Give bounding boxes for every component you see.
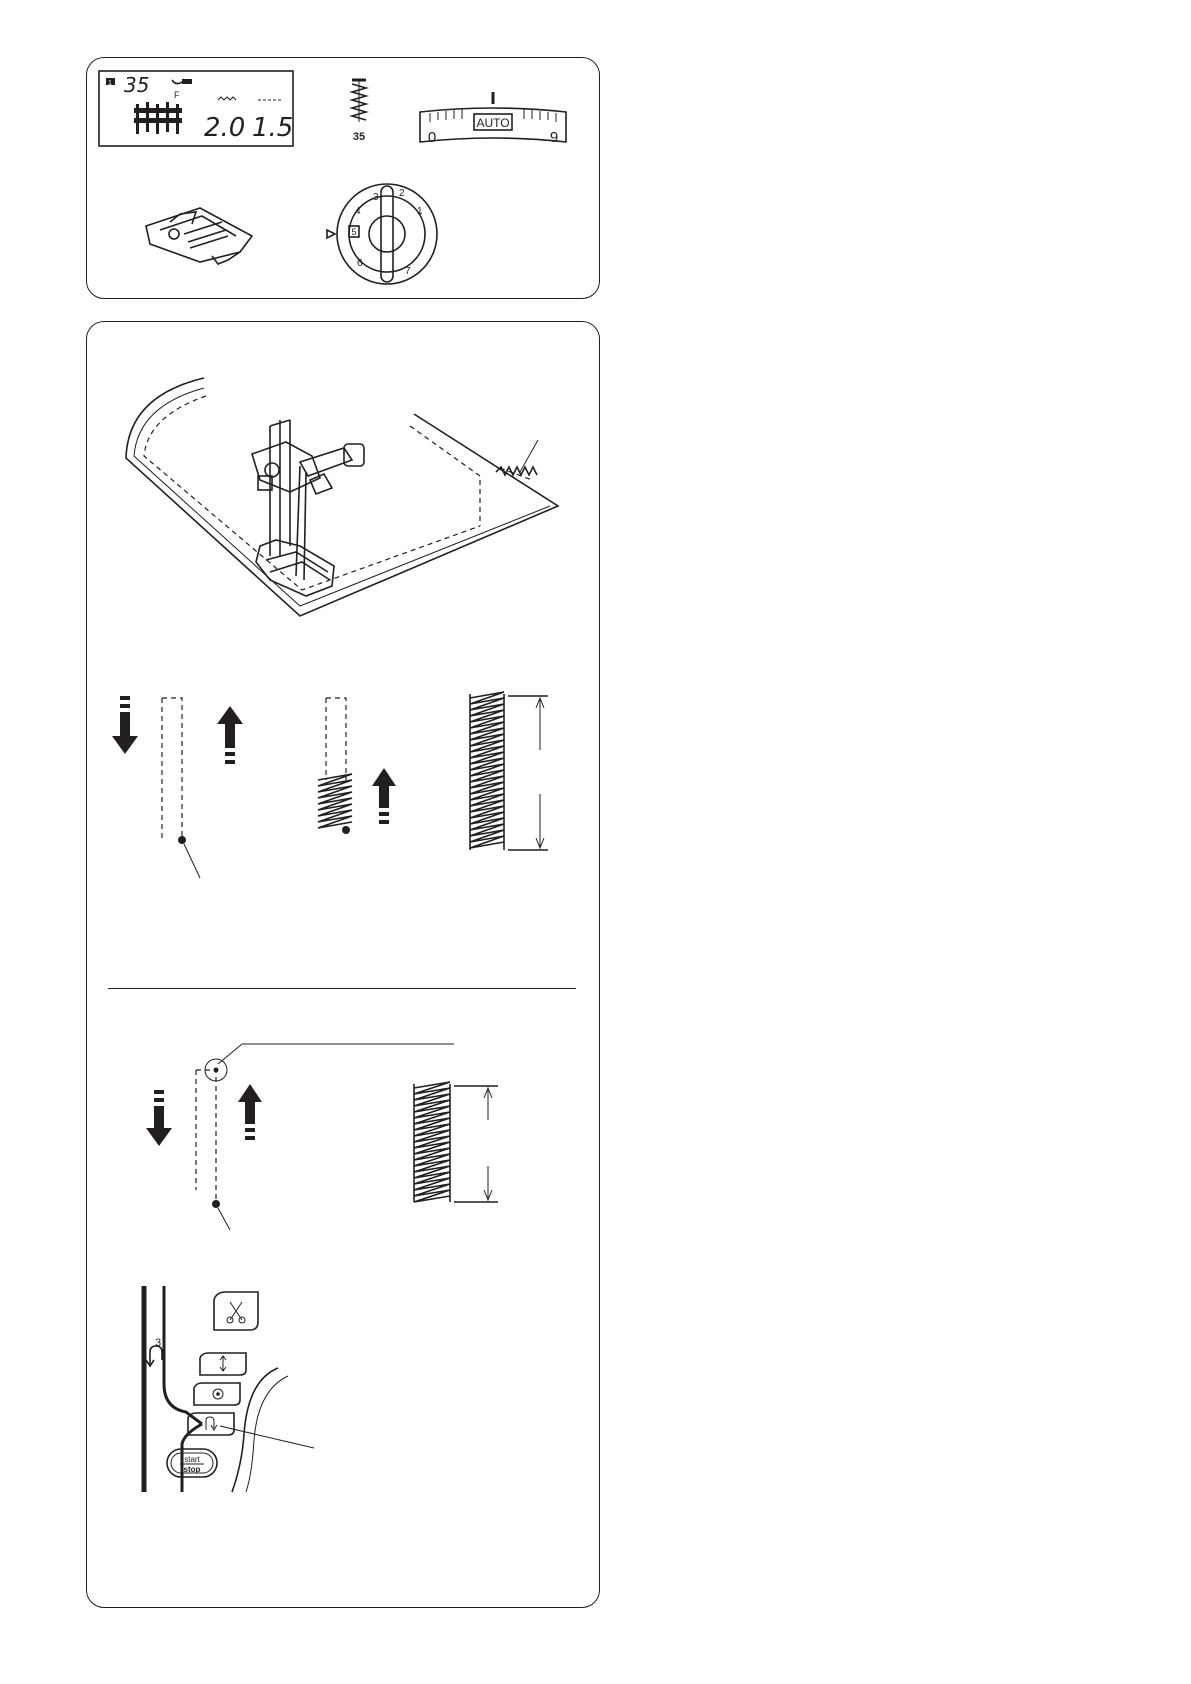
tension-min-label: 0 xyxy=(427,129,437,146)
lcd-pattern-graphic xyxy=(134,102,182,134)
start-label: start xyxy=(184,1455,200,1464)
presser-foot-illustration xyxy=(120,376,560,624)
pressure-mark-3: 3 xyxy=(373,192,379,203)
pressure-mark-2: 2 xyxy=(399,188,405,199)
pressure-selected: 5 xyxy=(351,227,357,237)
step-diagram-3 xyxy=(466,690,576,860)
svg-text:1: 1 xyxy=(108,80,112,87)
reverse-button[interactable] xyxy=(184,1412,238,1436)
lcd-foot-letter: F xyxy=(174,90,180,100)
tension-auto-label: AUTO xyxy=(476,116,510,130)
needle-up-down-icon xyxy=(220,1356,226,1371)
pressure-mark-7: 7 xyxy=(405,266,411,277)
pressure-mark-1: 1 xyxy=(417,206,423,217)
lcd-stitch-length: 1.5 xyxy=(252,113,294,143)
step-diagram-2 xyxy=(310,690,410,850)
stop-label: stop xyxy=(183,1465,201,1474)
pressure-mark-4: 4 xyxy=(355,206,361,217)
scissors-icon xyxy=(227,1302,245,1323)
pressure-mark-6: 6 xyxy=(357,258,363,269)
tension-max-label: 9 xyxy=(549,129,559,146)
lcd-pattern-number: 35 xyxy=(124,73,150,97)
section-divider xyxy=(108,988,576,989)
satin-stitch-foot xyxy=(140,200,256,272)
thread-cutter-button[interactable] xyxy=(210,1290,260,1332)
lcd-stitch-width: 2.0 xyxy=(204,113,246,143)
step-diagram-5 xyxy=(410,1080,520,1210)
lock-stitch-icon xyxy=(213,1389,223,1399)
pattern-icon-label: 35 xyxy=(352,131,366,143)
pressure-dial[interactable] xyxy=(325,176,435,286)
lcd-display xyxy=(98,70,294,147)
step-diagram-1 xyxy=(112,690,252,890)
start-stop-button[interactable] xyxy=(166,1448,218,1478)
needle-up-down-button[interactable] xyxy=(196,1352,250,1376)
pressure-pointer-icon xyxy=(327,230,335,238)
reverse-icon xyxy=(206,1417,217,1430)
lock-stitch-button[interactable] xyxy=(190,1382,244,1406)
bartack-pattern-icon xyxy=(344,78,374,144)
thread-tension-dial[interactable] xyxy=(418,90,568,146)
reverse-count-label: 3 xyxy=(154,1337,162,1349)
